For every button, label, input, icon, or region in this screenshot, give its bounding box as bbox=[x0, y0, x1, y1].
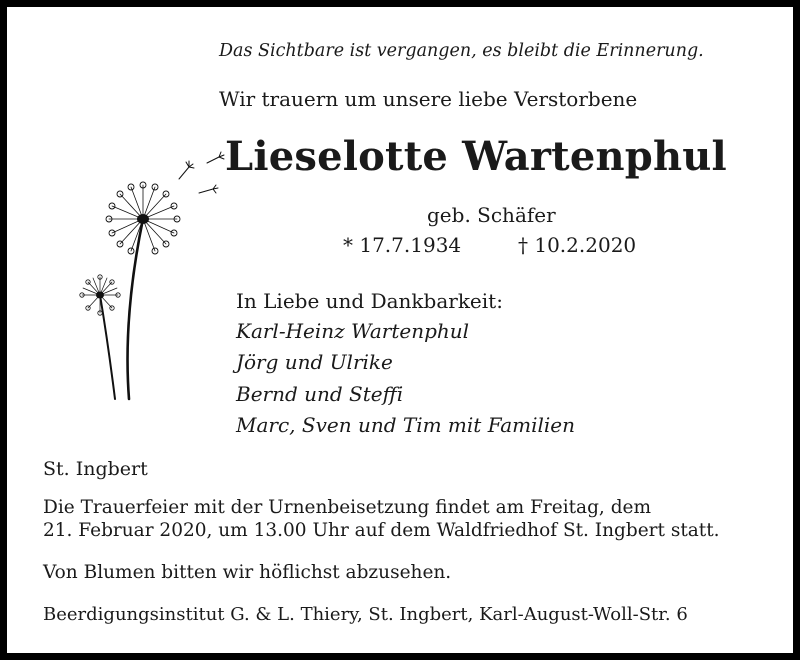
mourner-name: Marc, Sven und Tim mit Familien bbox=[236, 413, 576, 437]
deceased-name: Lieselotte Wartenphul bbox=[225, 133, 727, 180]
motto: Das Sichtbare ist vergangen, es bleibt die Erinnerung. bbox=[219, 41, 704, 61]
birth-date: * 17.7.1934 bbox=[343, 233, 462, 257]
mourners-heading: In Liebe und Dankbarkeit: bbox=[236, 289, 503, 313]
place: St. Ingbert bbox=[43, 458, 148, 480]
dandelion-icon bbox=[67, 127, 227, 417]
ceremony-info bbox=[43, 496, 783, 543]
intro-line: Wir trauern um unsere liebe Verstorbene bbox=[219, 87, 638, 111]
mourner-name: Bernd und Steffi bbox=[236, 382, 404, 406]
ceremony-line: Die Trauerfeier mit der Urnenbeisetzung findet am Freitag, dem bbox=[43, 497, 652, 518]
ceremony-line: 21. Februar 2020, um 13.00 Uhr auf dem Waldfriedhof St. Ingbert statt. bbox=[43, 520, 720, 542]
mourner-name: Jörg und Ulrike bbox=[236, 350, 393, 374]
flowers-note: Von Blumen bitten wir höflichst abzusehen. bbox=[43, 562, 452, 583]
death-date: † 10.2.2020 bbox=[518, 233, 637, 257]
birth-name: geb. Schäfer bbox=[427, 203, 556, 227]
mourner-name: Karl-Heinz Wartenphul bbox=[236, 319, 470, 343]
undertaker-info: Beerdigungsinstitut G. & L. Thiery, St. Ingbert, Karl-August-Woll-Str. 6 bbox=[43, 604, 688, 625]
